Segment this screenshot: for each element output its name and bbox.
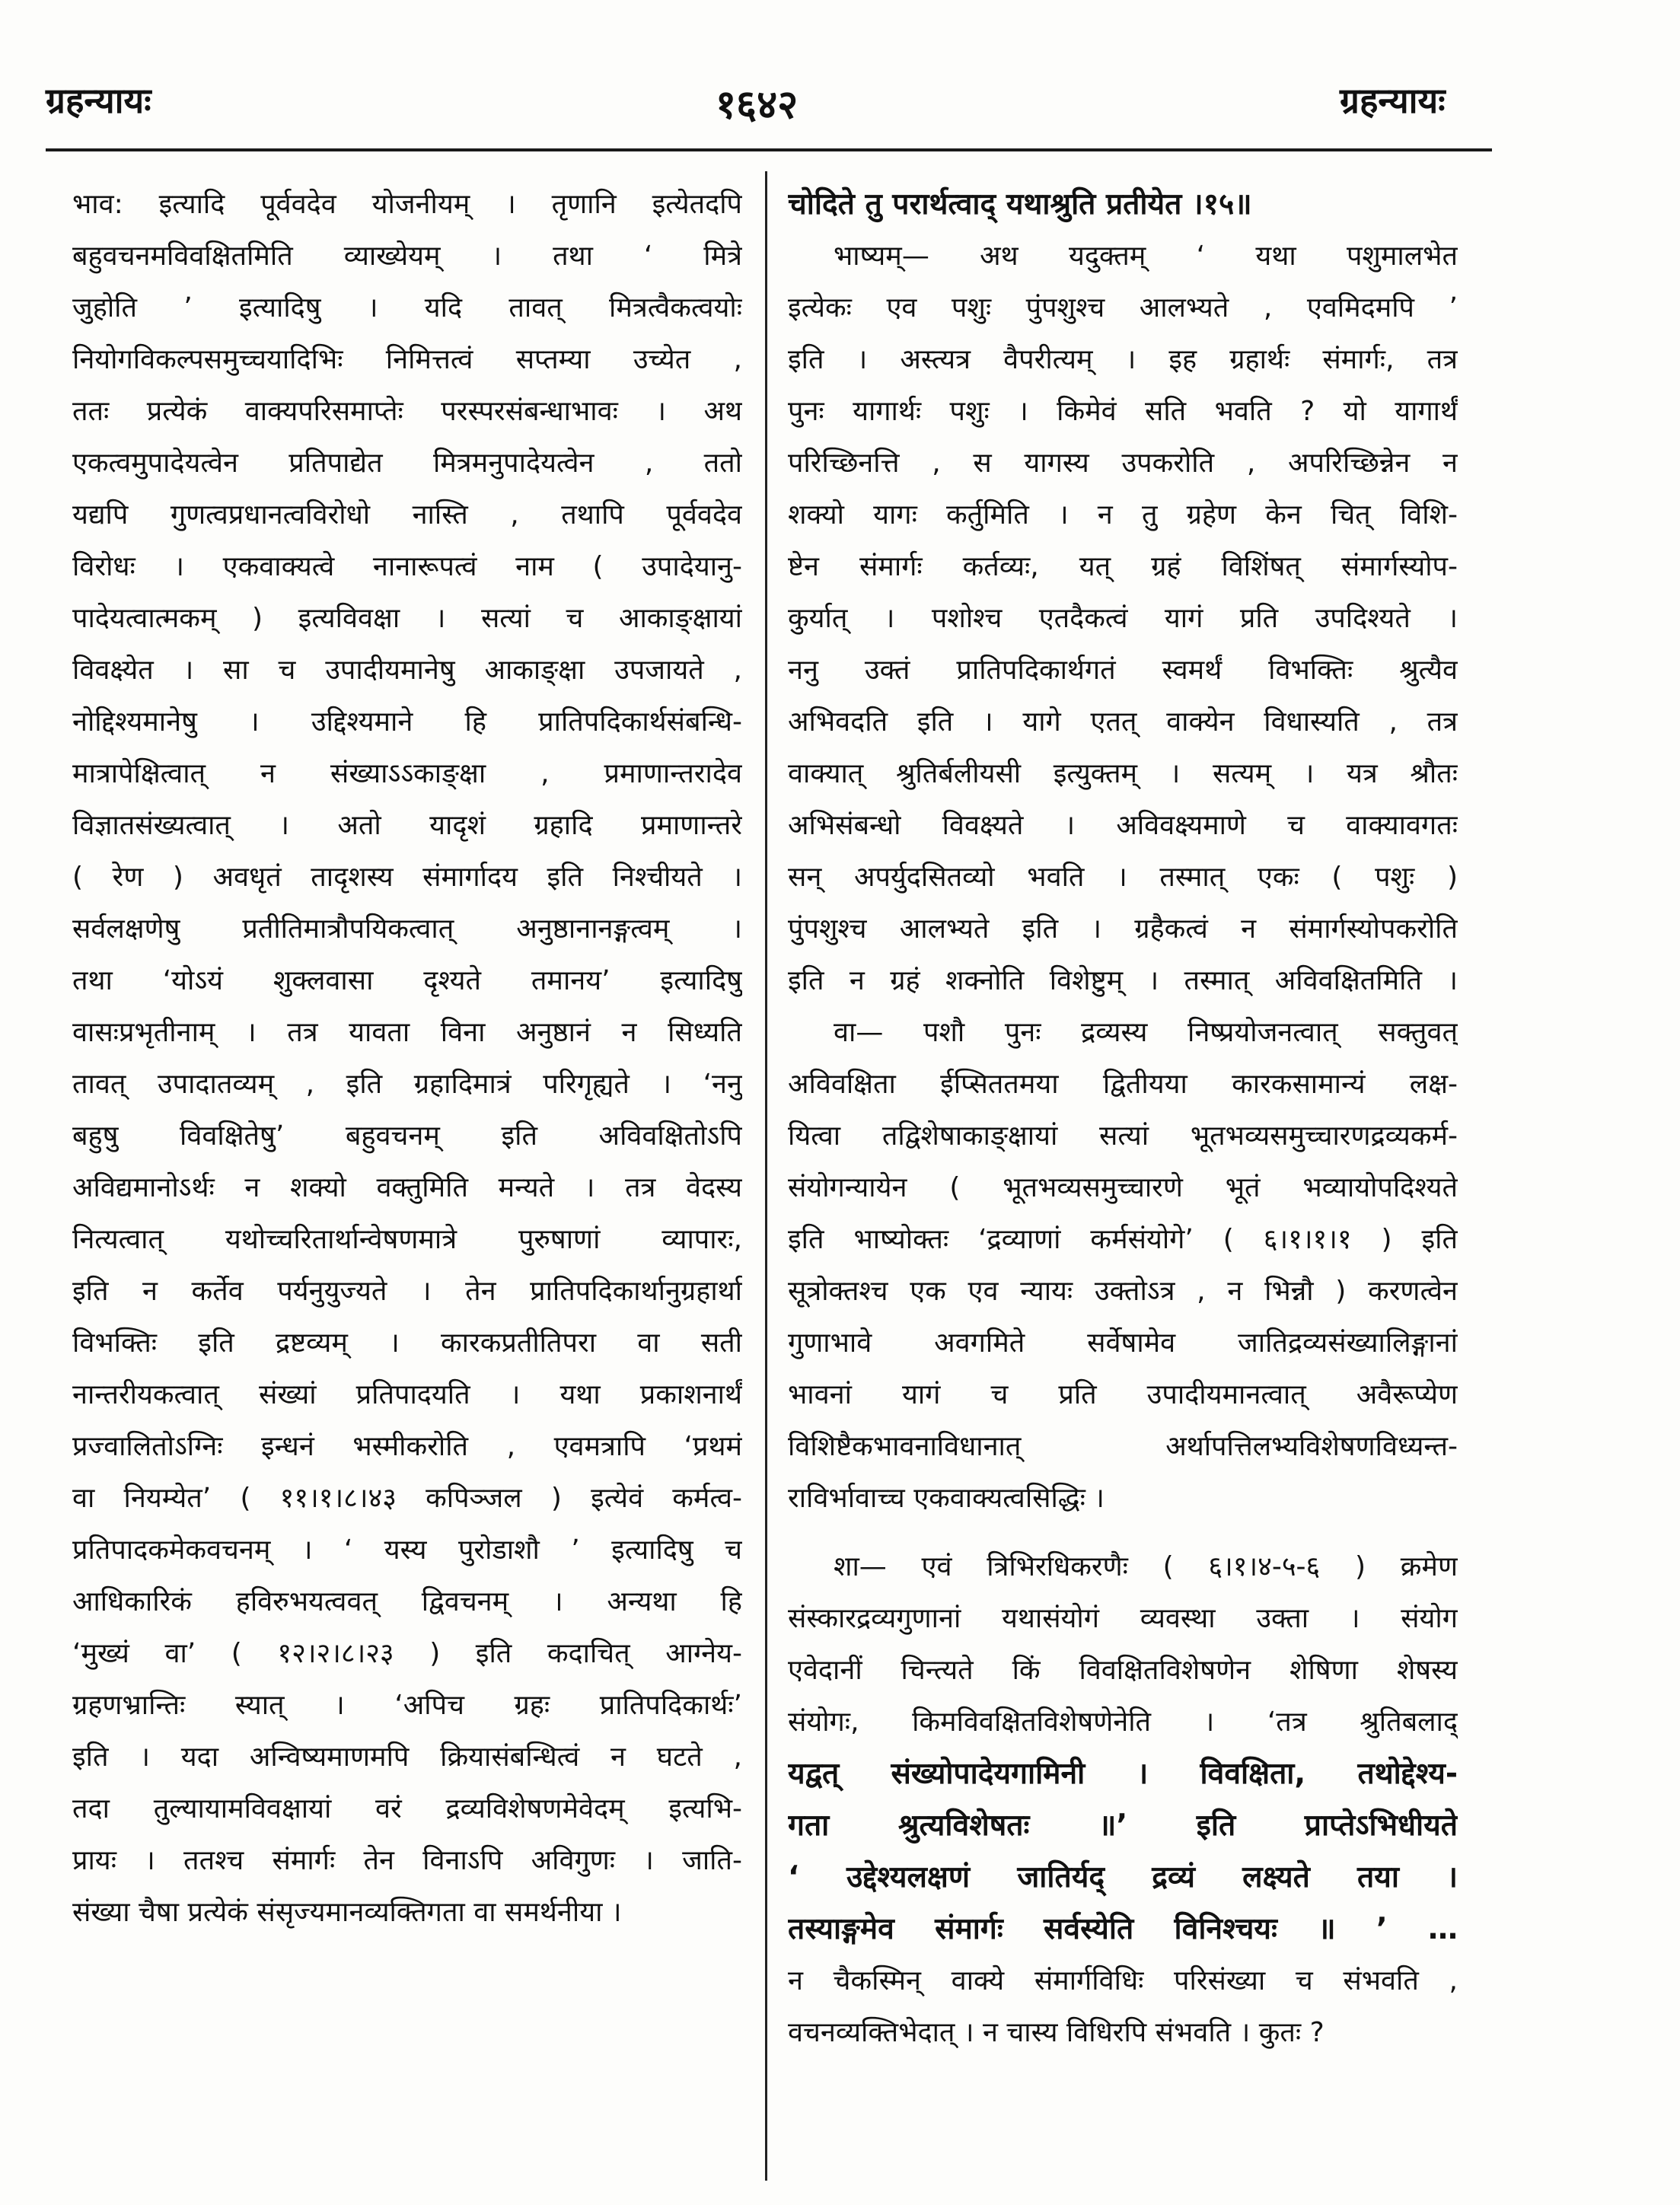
vartika-line: वा— पशौ पुनः द्रव्यस्य निष्प्रयोजनत्वात् सक्तुवत्: [834, 1017, 1458, 1048]
bhashya-line: अभिवदति इति । यागे एतत् वाक्येन विधास्यति , तत्र: [788, 706, 1458, 738]
shastradipika-line: वचनव्यक्तिभेदात् । न चास्य विधिरपि संभवति । कुतः ?: [788, 2017, 1325, 2048]
vartika-line: गुणाभावे अवगमिते सर्वेषामेव जातिद्रव्यसंख्यालिङ्गानां: [788, 1327, 1458, 1359]
shastradipika-line: संस्कारद्रव्यगुणानां यथासंयोगं व्यवस्था उक्ता । संयोग: [788, 1603, 1458, 1634]
text-line: संख्या चैषा प्रत्येकं संसृज्यमानव्यक्तिगता वा समर्थनीया ।: [72, 1897, 622, 1928]
text-line: नोद्दिश्यमानेषु । उद्दिश्यमाने हि प्रातिपदिकार्थसंबन्धि-: [72, 706, 742, 738]
right-column: [788, 179, 1458, 2059]
text-line: वा नियम्येत’ ( ११।१।८।४३ कपिञ्जल ) इत्येवं कर्मत्व-: [72, 1483, 742, 1514]
bhashya-line: वाक्यात् श्रुतिर्बलीयसी इत्युक्तम् । सत्यम् । यत्र श्रौतः: [788, 758, 1458, 789]
shastradipika-line: शा— एवं त्रिभिरधिकरणैः ( ६।१।४-५-६ ) क्रमेण: [834, 1551, 1458, 1582]
text-line: वासःप्रभृतीनाम् । तत्र यावता विना अनुष्ठानं न सिध्यति: [72, 1017, 742, 1048]
vartika-line: यित्वा तद्विशेषाकाङ्क्षायां सत्यां भूतभव्यसमुच्चारणद्रव्यकर्म-: [788, 1120, 1458, 1152]
vartika-line: इति भाष्योक्तः ‘द्रव्याणां कर्मसंयोगे’ ( ६।१।१।१ ) इति: [788, 1224, 1458, 1255]
text-line: यद्यपि गुणत्वप्रधानत्वविरोधो नास्ति , तथापि पूर्ववदेव: [72, 499, 742, 531]
text-line: ‘मुख्यं वा’ ( १२।२।८।२३ ) इति कदाचित् आग्नेय-: [72, 1638, 742, 1669]
text-line: प्रतिपादकमेकवचनम् । ‘ यस्य पुरोडाशौ ’ इत्यादिषु च: [72, 1534, 742, 1566]
vartika-line: अविवक्षिता ईप्सिततमया द्वितीयया कारकसामान्यं लक्ष-: [788, 1069, 1458, 1100]
text-line: तदा तुल्यायामविवक्षायां वरं द्रव्यविशेषणमेवेदम् इत्यभि-: [72, 1793, 742, 1824]
shastradipika-line: गता श्रुत्यविशेषतः ॥’ इति प्राप्तेऽभिधीयते: [788, 1808, 1458, 1843]
bhashya-line: भाष्यम्— अथ यदुक्तम् ‘ यथा पशुमालभेत: [834, 241, 1458, 272]
bhashya-line: सन् अपर्युदसितव्यो भवति । तस्मात् एकः ( पशुः ): [788, 862, 1458, 893]
text-line: विभक्तिः इति द्रष्टव्यम् । कारकप्रतीतिपरा वा सती: [72, 1327, 742, 1359]
bhashya-line: पुनः यागार्थः पशुः । किमेवं सति भवति ? यो यागार्थं: [788, 396, 1458, 427]
paragraph-gap: [788, 1525, 1458, 1541]
bhashya-line: पुंपशुश्च आलभ्यते इति । ग्रहैकत्वं न संमार्गस्योपकरोति: [788, 913, 1458, 945]
text-line: पादेयत्वात्मकम् ) इत्यविवक्षा । सत्यां च आकाङ्क्षायां: [72, 603, 742, 634]
vartika-line: विशिष्टैकभावनाविधानात् अर्थापत्तिलभ्यविशेषणविध्यन्त-: [788, 1431, 1458, 1462]
shastradipika-line: तस्याङ्गमेव संमार्गः सर्वस्येति विनिश्चयः ॥ ’ …: [788, 1912, 1458, 1946]
bhashya-line: ष्टेन संमार्गः कर्तव्यः, यत् ग्रहं विशिंषत् संमार्गस्योप-: [788, 551, 1458, 582]
bhashya-line: इति न ग्रहं शक्नोति विशेष्टुम् । तस्मात् अविवक्षितमिति ।: [788, 965, 1458, 996]
text-line: नान्तरीयकत्वात् संख्यां प्रतिपादयति । यथा प्रकाशनार्थं: [72, 1379, 742, 1410]
text-line: तावत् उपादातव्यम् , इति ग्रहादिमात्रं परिगृह्यते । ‘ननु: [72, 1069, 742, 1100]
page-number: १६४२: [716, 82, 799, 128]
text-line: जुहोति ’ इत्यादिषु । यदि तावत् मित्रत्वैकत्वयोः: [72, 292, 742, 323]
running-header-left: ग्रहन्यायः: [46, 80, 151, 121]
text-line: आधिकारिकं हविरुभयत्ववत् द्विवचनम् । अन्यथा हि: [72, 1586, 742, 1617]
text-line: प्रज्वालितोऽग्निः इन्धनं भस्मीकरोति , एवमत्रापि ‘प्रथमं: [72, 1431, 742, 1462]
text-line: इति । यदा अन्विष्यमाणमपि क्रियासंबन्धित्वं न घटते ,: [72, 1741, 742, 1773]
bhashya-line: कुर्यात् । पशोश्च एतदैकत्वं यागं प्रति उपदिश्यते ।: [788, 603, 1458, 634]
text-line: प्रायः । ततश्च संमार्गः तेन विनाऽपि अविगुणः । जाति-: [72, 1845, 742, 1876]
shastradipika-line: एवेदानीं चिन्त्यते किं विवक्षितविशेषणेन शेषिणा शेषस्य: [788, 1655, 1458, 1686]
shastradipika-line: न चैकस्मिन् वाक्ये संमार्गविधिः परिसंख्या च संभवति ,: [788, 1965, 1458, 1996]
shastradipika-line: संयोगः, किमविवक्षितविशेषणेनेति । ‘तत्र श्रुतिबलाद्: [788, 1706, 1458, 1738]
vartika-line: सूत्रोक्तश्च एक एव न्यायः उक्तोऽत्र , न भिन्नौ ) करणत्वेन: [788, 1276, 1458, 1307]
text-line: बहुवचनमविवक्षितमिति व्याख्येयम् । तथा ‘ मित्रे: [72, 241, 742, 272]
text-line: सर्वलक्षणेषु प्रतीतिमात्रौपयिकत्वात् अनुष्ठानानङ्गत्वम् ।: [72, 913, 742, 945]
bhashya-line: ननु उक्तं प्रातिपदिकार्थगतं स्वमर्थं विभक्तिः श्रुत्यैव: [788, 655, 1458, 686]
text-line: ग्रहणभ्रान्तिः स्यात् । ‘अपिच ग्रहः प्रातिपदिकार्थः’: [72, 1690, 742, 1721]
text-line: ततः प्रत्येकं वाक्यपरिसमाप्तेः परस्परसंबन्धाभावः । अथ: [72, 396, 742, 427]
sutra-line: चोदिते तु परार्थत्वाद् यथाश्रुति प्रतीयेत ।१५॥: [788, 187, 1252, 221]
text-line: बहुषु विवक्षितेषु’ बहुवचनम् इति अविवक्षितोऽपि: [72, 1120, 742, 1152]
text-line: तथा ‘योऽयं शुक्लवासा दृश्यते तमानय’ इत्यादिषु: [72, 965, 742, 996]
running-header-right: ग्रहन्यायः: [1340, 80, 1446, 121]
shastradipika-line: यद्वत् संख्योपादेयगामिनी । विवक्षिता, तथोद्देश्य-: [788, 1757, 1458, 1791]
vartika-line: राविर्भावाच्च एकवाक्यत्वसिद्धिः ।: [788, 1483, 1105, 1514]
vartika-line: भावनां यागं च प्रति उपादीयमानत्वात् अवैरूप्येण: [788, 1379, 1458, 1410]
text-line: एकत्वमुपादेयत्वेन प्रतिपाद्येत मित्रमनुपादेयत्वेन , ततो: [72, 448, 742, 479]
text-line: भाव: इत्यादि पूर्ववदेव योजनीयम् । तृणानि इत्येतदपि: [72, 189, 742, 220]
bhashya-line: शक्यो यागः कर्तुमिति । न तु ग्रहेण केन चित् विशि-: [788, 499, 1458, 531]
text-line: विज्ञातसंख्यत्वात् । अतो यादृशं ग्रहादि प्रमाणान्तरे: [72, 810, 742, 841]
column-divider: [765, 171, 767, 2181]
text-line: विवक्ष्येत । सा च उपादीयमानेषु आकाङ्क्षा उपजायते ,: [72, 655, 742, 686]
vartika-line: संयोगन्यायेन ( भूतभव्यसमुच्चारणे भूतं भव्यायोपदिश्यते: [788, 1172, 1458, 1203]
header-rule: [46, 148, 1492, 151]
text-line: ( रेण ) अवधृतं तादृशस्य संमार्गादय इति निश्चीयते ।: [72, 862, 742, 893]
bhashya-line: इति । अस्त्यत्र वैपरीत्यम् । इह ग्रहार्थः संमार्गः, तत्र: [788, 344, 1458, 375]
text-line: अविद्यमानोऽर्थः न शक्यो वक्तुमिति मन्यते । तत्र वेदस्य: [72, 1172, 742, 1203]
text-line: विरोधः । एकवाक्यत्वे नानारूपत्वं नाम ( उपादेयानु-: [72, 551, 742, 582]
left-column: [72, 179, 742, 1939]
bhashya-line: अभिसंबन्धो विवक्ष्यते । अविवक्ष्यमाणे च वाक्यावगतः: [788, 810, 1458, 841]
text-line: नित्यत्वात् यथोच्चरितार्थान्वेषणमात्रे पुरुषाणां व्यापारः,: [72, 1224, 742, 1255]
text-line: नियोगविकल्पसमुच्चयादिभिः निमित्तत्वं सप्तम्या उच्येत ,: [72, 344, 742, 375]
bhashya-line: परिच्छिनत्ति , स यागस्य उपकरोति , अपरिच्छिन्नेन न: [788, 448, 1458, 479]
shastradipika-line: ‘ उद्देश्यलक्षणं जातिर्यद् द्रव्यं लक्ष्यते तया ।: [788, 1860, 1458, 1894]
bhashya-line: इत्येकः एव पशुः पुंपशुश्च आलभ्यते , एवमिदमपि ’: [788, 292, 1458, 323]
text-line: इति न कर्तेव पर्यनुयुज्यते । तेन प्रातिपदिकार्थानुग्रहार्था: [72, 1276, 742, 1307]
text-line: मात्रापेक्षित्वात् न संख्याऽऽकाङ्क्षा , प्रमाणान्तरादेव: [72, 758, 742, 789]
